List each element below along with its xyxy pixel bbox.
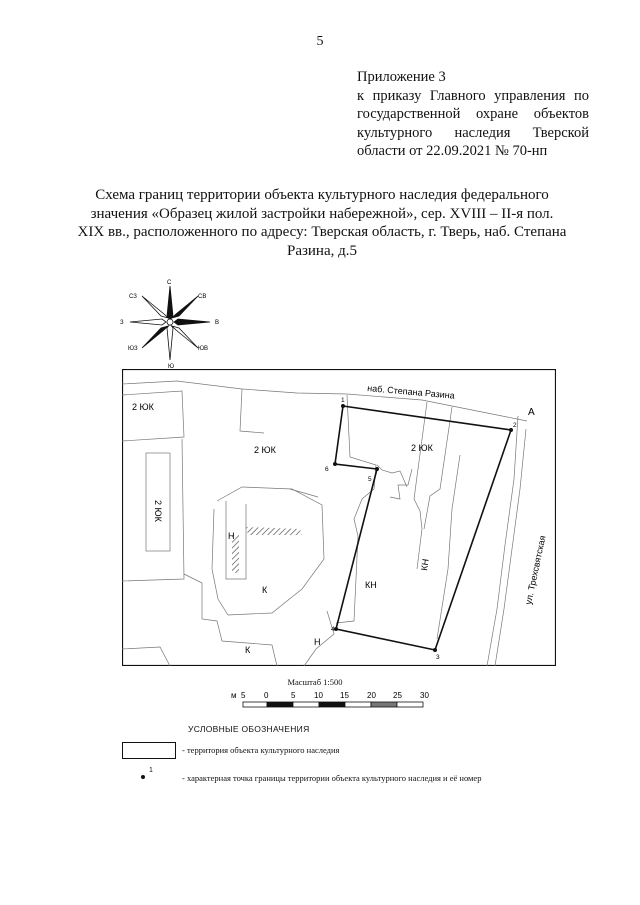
title-line: Разина, д.5 [286,242,358,259]
street-embankment-label: наб. Степана Разина [366,383,456,401]
compass-e-label: В [215,320,220,326]
scale-tick-label: 0 [264,691,269,700]
scale-title: Масштаб 1:500 [287,677,343,687]
title-line: Схема границ территории объекта культурного наследия федерального [95,187,549,203]
scale-tick-label: 20 [367,691,376,700]
appendix-line: Приложение 3 [357,69,446,85]
zone-label: 2 ЮК [132,402,154,412]
zone-label: К [262,585,268,595]
appendix-line: области от 22.09.2021 № 70-нп [357,143,548,159]
title-line: XIX вв., расположенного по адресу: Тверская область, г. Тверь, наб. Степана [77,224,567,240]
legend-boundary-text: - территория объекта культурного наследия [182,745,340,755]
compass-sw-label: ЮЗ [128,346,138,352]
compass-nw-label: СЗ [129,294,137,300]
title-line: значения «Образец жилой застройки набережной», сер. XVIII – II-я пол. [90,205,554,222]
boundary-map [122,369,556,666]
zone-label: 2 ЮК [254,445,276,455]
scale-tick-label: 25 [393,691,402,700]
appendix-header [357,68,589,161]
legend-point-text: - характерная точка границы территории объекта культурного наследия и её номер [182,773,482,783]
zone-label: 2 ЮК [153,500,163,522]
street-side-label: ул. Трехсвятская [523,534,548,606]
zone-label: Н [228,531,235,541]
compass-w-label: З [120,320,124,326]
point-label-4: 4 [331,626,335,633]
zone-label: КН [365,580,377,590]
compass-n-label: С [167,280,172,286]
document-title [60,186,584,260]
scale-tick-label: 10 [314,691,323,700]
point-label-3: 3 [436,654,440,661]
legend-point-number: 1 [149,767,153,774]
appendix-line: государственной охране объектов [357,106,589,122]
corner-label: А [528,407,535,418]
scale-tick-label: 30 [420,691,429,700]
compass-rose-icon [118,278,223,368]
point-label-1: 1 [341,397,345,404]
appendix-line: к приказу Главного управления по [357,87,589,104]
point-label-2: 2 [513,422,517,429]
compass-se-label: ЮВ [198,346,209,352]
legend-point-swatch [141,775,145,779]
zone-label: КН [419,558,431,572]
scale-bar [225,688,445,712]
page-number: 5 [316,34,324,49]
legend-boundary-swatch [122,742,176,759]
zone-label: 2 ЮК [411,443,433,453]
point-label-6: 6 [325,466,329,473]
zone-label: К [245,645,251,655]
scale-tick-label: 5 [241,691,246,700]
legend-title: УСЛОВНЫЕ ОБОЗНАЧЕНИЯ [188,724,310,734]
scale-tick-label: 5 [291,691,296,700]
compass-ne-label: СВ [198,294,207,300]
point-label-5: 5 [368,476,372,483]
zone-label: Н [314,637,321,647]
scale-tick-label: 15 [340,691,349,700]
scale-unit: м [231,691,237,700]
appendix-line: культурного наследия Тверской [357,124,589,141]
compass-s-label: Ю [168,364,175,368]
